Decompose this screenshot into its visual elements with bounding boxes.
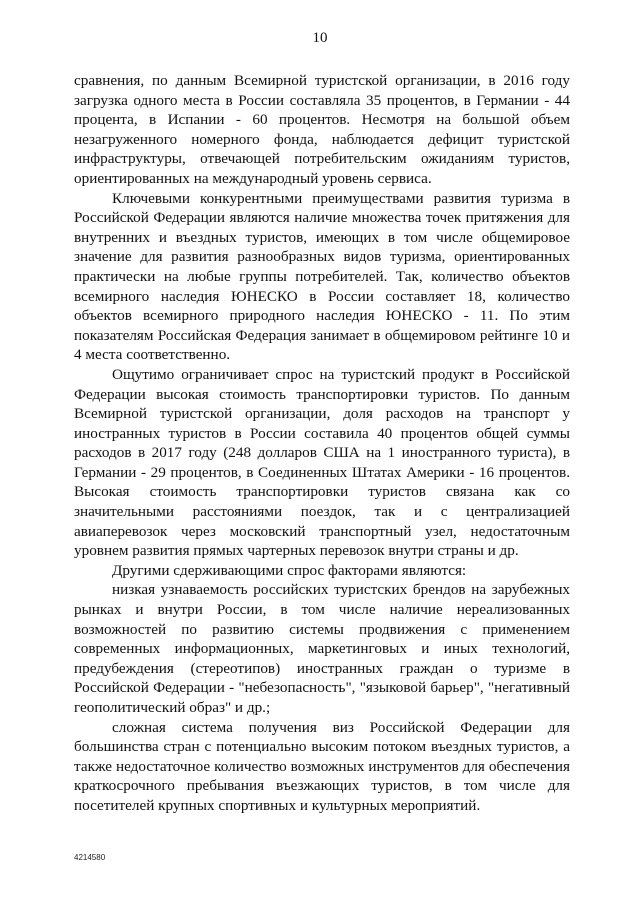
paragraph-brand-awareness: низкая узнаваемость российских туристских брендов на зарубежных рынках и внутри России, в том числе наличие нереализованных возможностей по развитию системы продвижения с применением современных информационных, маркетинговых и иных технологий, предубеждения (стереотипов) иностранных граждан о туризме в Российской Федерации - "небезопасность", "языковой барьер", "негативный геополитический образ" и др.;	[74, 581, 570, 716]
document-code: 4214580	[74, 853, 106, 862]
paragraph-continuation: сравнения, по данным Всемирной туристской организации, в 2016 году загрузка одного места в России составляла 35 процентов, в Германии - 44 процента, в Испании - 60 процентов. Несмотря на большой объем незагруженного номерного фонда, наблюдается дефицит туристской инфраструктуры, отвечающей потребительским ожиданиям туристов, ориентированных на международный уровень сервиса.	[74, 72, 570, 187]
paragraph-transport-costs: Ощутимо ограничивает спрос на туристский продукт в Российской Федерации высокая стоимость транспортировки туристов. По данным Всемирной туристской организации, доля расходов на транспорт у иностранных туристов в России составила 40 процентов общей суммы расходов в 2017 году (248 долларов США на 1 иностранного туриста), в Германии - 29 процентов, в Соединенных Штатах Америки - 16 процентов. Высокая стоимость транспортировки туристов связана как со значительными расстояниями поездок, так и с централизацией авиаперевозок через московский транспортный узел, недостаточным уровнем развития прямых чартерных перевозок внутри страны и др.	[74, 365, 570, 560]
paragraph-other-factors-intro: Другими сдерживающими спрос факторами являются:	[112, 561, 467, 579]
document-body	[74, 71, 570, 816]
paragraph-competitive-advantages: Ключевыми конкурентными преимуществами развития туризма в Российской Федерации являются наличие множества точек притяжения для внутренних и въездных туристов, имеющих в том числе общемировое значение для развития разнообразных видов туризма, ориентированных практически на любые группы потребителей. Так, количество объектов всемирного наследия ЮНЕСКО в России составляет 18, количество объектов всемирного природного наследия ЮНЕСКО - 11. По этим показателям Российская Федерация занимает в общемировом рейтинге 10 и 4 места соответственно.	[74, 189, 570, 364]
paragraph-visa-system: сложная система получения виз Российской Федерации для большинства стран с потенциально высоким потоком въездных туристов, а также недостаточное количество возможных инструментов для обеспечения краткосрочного пребывания въезжающих туристов, в том числе для посетителей крупных спортивных и культурных мероприятий.	[74, 718, 570, 814]
page-number: 10	[312, 30, 328, 46]
